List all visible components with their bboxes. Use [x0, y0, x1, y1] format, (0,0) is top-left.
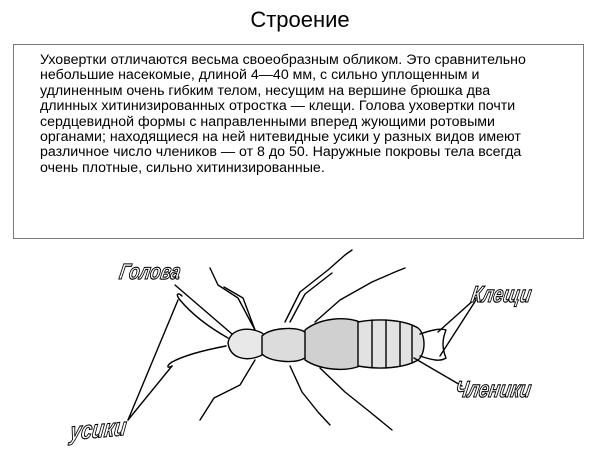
pronotum-icon	[262, 329, 310, 362]
label-pincers: Клещи	[469, 281, 534, 307]
antenna-right-icon	[168, 346, 226, 367]
leg-front-right-icon	[200, 360, 255, 420]
leg-hind-right-icon	[320, 368, 392, 430]
label-antennae: усики	[68, 413, 129, 446]
description-paragraph: Уховертки отличаются весьма своеобразным обликом. Это сравнительно небольшие насекомые, длиной 4—40 мм, с сильно уплощенным и удлиненным очень гибким телом, несущим на вершине брюшка два длинных хитинизированных отростка — клещи. Голова уховертки почти сердцевидной формы с направленными вперед жующими ротовыми органами; находящиеся на ней нитевидные усики у разных видов имеют различное число члеников — от 8 до 50. Наружные покровы тела всегда очень плотные, сильно хитинизированные.	[40, 52, 526, 176]
pointer-head	[175, 285, 232, 334]
text-box	[13, 44, 584, 239]
antenna-left-icon	[177, 294, 228, 338]
label-segments: Членики	[453, 376, 534, 402]
pointer-antennae-1	[128, 300, 178, 420]
label-head: Голова	[117, 259, 183, 284]
slide-title: Строение	[250, 7, 350, 32]
pointer-pincers-bottom	[440, 300, 476, 356]
pointer-segments	[414, 358, 462, 386]
pointer-antennae-2	[128, 366, 172, 420]
leg-mid-right-icon	[290, 366, 330, 425]
abdomen-icon	[358, 320, 424, 368]
elytra-icon	[305, 319, 366, 370]
